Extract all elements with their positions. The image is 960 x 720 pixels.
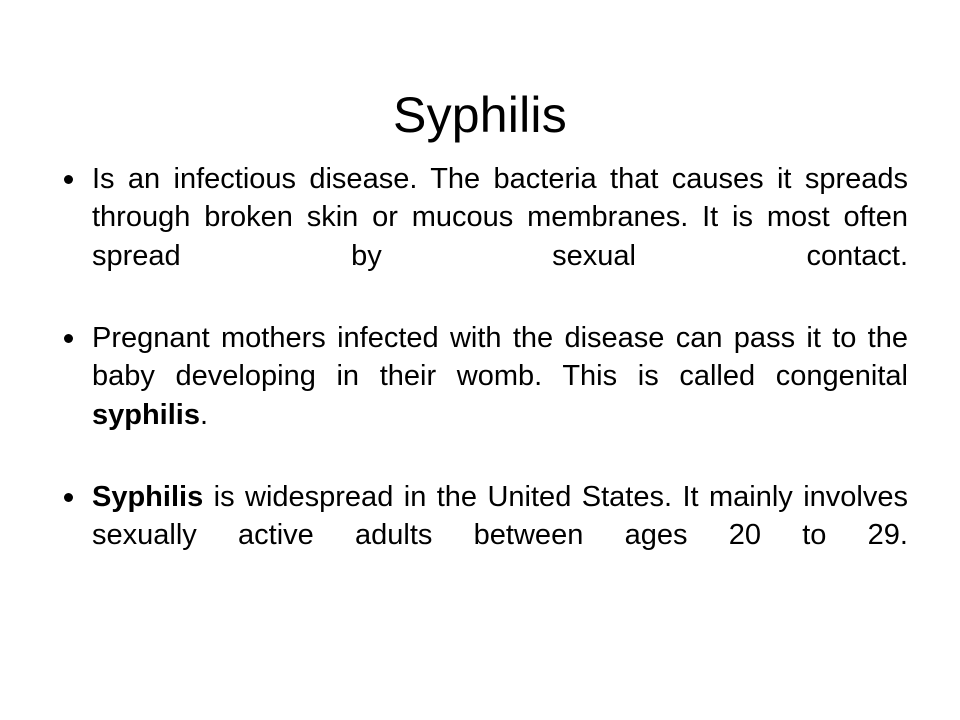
plain-text: Pregnant mothers infected with the disease can pass it to the baby developing in their womb. This is called congenital	[92, 322, 908, 393]
emphasis-text: Syphilis	[92, 481, 204, 514]
plain-text: Is an infectious disease. The bacteria that causes it spreads through broken skin or mucous membranes. It is most often spread by sexual contact.	[92, 163, 908, 272]
plain-text: .	[200, 398, 209, 431]
list-item	[52, 319, 908, 472]
bullet-dot-icon	[64, 334, 73, 343]
bullet-dot-icon	[64, 493, 73, 502]
list-item	[52, 160, 908, 313]
bullet-dot-icon	[64, 175, 73, 184]
list-item	[52, 478, 908, 593]
bullet-text-1	[92, 160, 908, 313]
bullet-text-2	[92, 319, 908, 472]
slide-body	[52, 160, 908, 599]
plain-text: is widespread in the United States. It mainly involves sexually active adults between ages 20 to 29.	[92, 481, 908, 552]
emphasis-text: syphilis	[92, 398, 200, 431]
page-title: Syphilis	[393, 86, 567, 143]
bullet-text-3	[92, 478, 908, 593]
bullet-list	[52, 160, 908, 593]
